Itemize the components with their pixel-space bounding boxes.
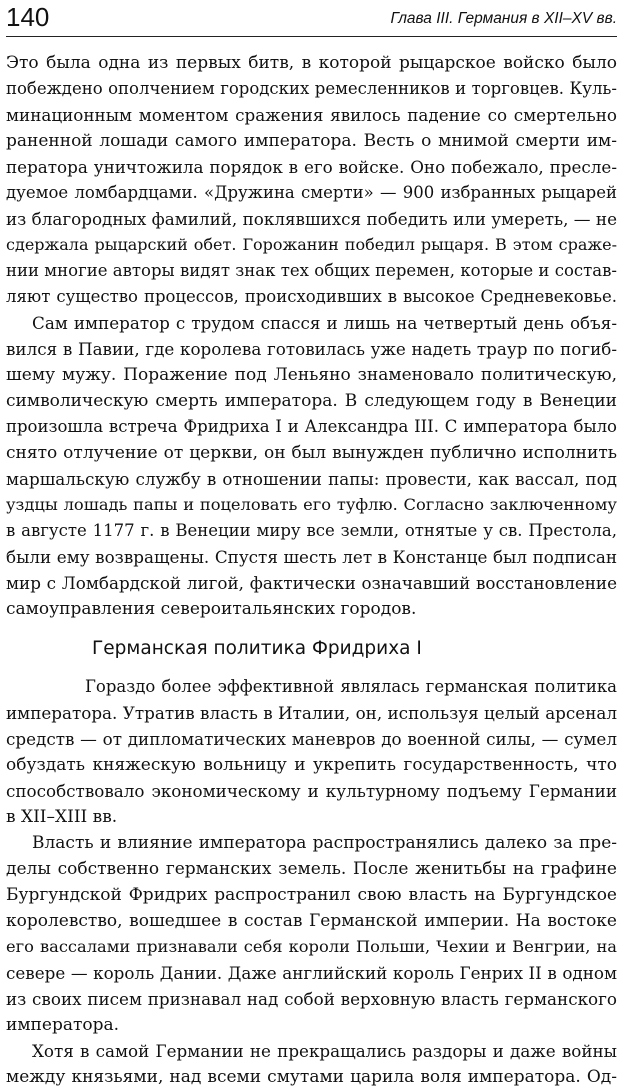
text-line: Хотя в самой Германии не прекращались раздоры и даже войны xyxy=(32,1041,617,1061)
text-line: Власть и влияние императора распространялись далеко за пре- xyxy=(32,833,617,853)
section-heading: Германская политика Фридриха I xyxy=(92,638,422,659)
text-line: способствовало экономическому и культурному подъему Германии xyxy=(6,781,617,801)
text-line: маршальскую службу в отношении папы: провести, как вассал, под xyxy=(6,469,617,489)
text-line: ляют существо процессов, происходивших в высокое Средневековье. xyxy=(6,287,617,306)
text-line: королевство, вошедшее в состав Германской империи. На востоке xyxy=(6,911,617,931)
text-line: уздцы лошадь папы и поцеловать его туфлю. Согласно заключенному xyxy=(6,495,617,514)
text-line: вился в Павии, где королева готовилась уже надеть траур по погиб- xyxy=(6,339,617,359)
chapter-title: Глава III. Германия в XII–XV вв. xyxy=(390,10,617,27)
text-line: севере — король Дании. Даже английский король Генрих II в одном xyxy=(6,963,617,983)
text-line: Сам император с трудом спасся и лишь на четвертый день объя- xyxy=(32,313,617,333)
text-line: символическую смерть императора. В следующем году в Венеции xyxy=(6,391,617,411)
body-text xyxy=(6,50,617,1090)
text-line: Это была одна из первых битв, в которой рыцарское войско было xyxy=(6,53,617,73)
text-line: дуемое ломбардцами. «Дружина смерти» — 900 избранных рыцарей xyxy=(6,183,617,202)
text-line: из благородных фамилий, поклявшихся победить или умереть, — не xyxy=(6,209,617,229)
text-line: минационным моментом сражения явилось падение со смертельно xyxy=(6,105,617,125)
text-line: делы собственно германских земель. После женитьбы на графине xyxy=(6,859,617,879)
text-line: шему мужу. Поражение под Леньяно знаменовало политическую, xyxy=(6,365,617,385)
text-line: Бургундской Фридрих распространил свою власть на Бургундское xyxy=(6,885,617,905)
text-line: были ему возвращены. Спустя шесть лет в Констанце был подписан xyxy=(6,547,617,567)
text-line: средств — от дипломатических маневров до военной силы, — сумел xyxy=(6,729,617,749)
text-line: нии многие авторы видят знак тех общих перемен, которые и состав- xyxy=(6,261,617,280)
page-number: 140 xyxy=(6,2,50,32)
text-line: в XII–XIII вв. xyxy=(6,807,118,827)
text-line: его вассалами признавали себя короли Польши, Чехии и Венгрии, на xyxy=(6,937,617,956)
running-header xyxy=(6,0,617,37)
text-line: мир с Ломбардской лигой, фактически означавший восстановление xyxy=(6,573,617,593)
text-line: обуздать княжескую вольницу и укрепить государственность, что xyxy=(6,755,617,775)
book-page xyxy=(6,0,617,1087)
text-line: между князьями, над всеми смутами царила воля императора. Од- xyxy=(6,1067,617,1087)
text-line: императора. Утратив власть в Италии, он, используя целый арсенал xyxy=(6,703,617,723)
text-line: самоуправления североитальянских городов. xyxy=(6,599,417,619)
text-line: Гораздо более эффективной являлась германская политика xyxy=(85,677,617,696)
text-line: побеждено ополчением городских ремесленников и торговцев. Куль- xyxy=(6,79,617,98)
text-line: снято отлучение от церкви, он был вынужден публично исполнить xyxy=(6,443,617,463)
text-line: из своих писем признавал над собой верховную власть германского xyxy=(6,989,617,1009)
text-line: в августе 1177 г. в Венеции миру все земли, отнятые у св. Престола, xyxy=(6,521,617,540)
text-line: раненной лошади самого императора. Весть о мнимой смерти им- xyxy=(6,131,617,151)
text-line: императора. xyxy=(6,1015,120,1035)
text-line: сдержала рыцарский обет. Горожанин победил рыцаря. В этом сраже- xyxy=(6,235,617,254)
text-line: ператора уничтожила порядок в его войске. Оно побежало, пресле- xyxy=(6,157,617,177)
text-line: произошла встреча Фридриха I и Александра III. С императора было xyxy=(6,417,617,436)
